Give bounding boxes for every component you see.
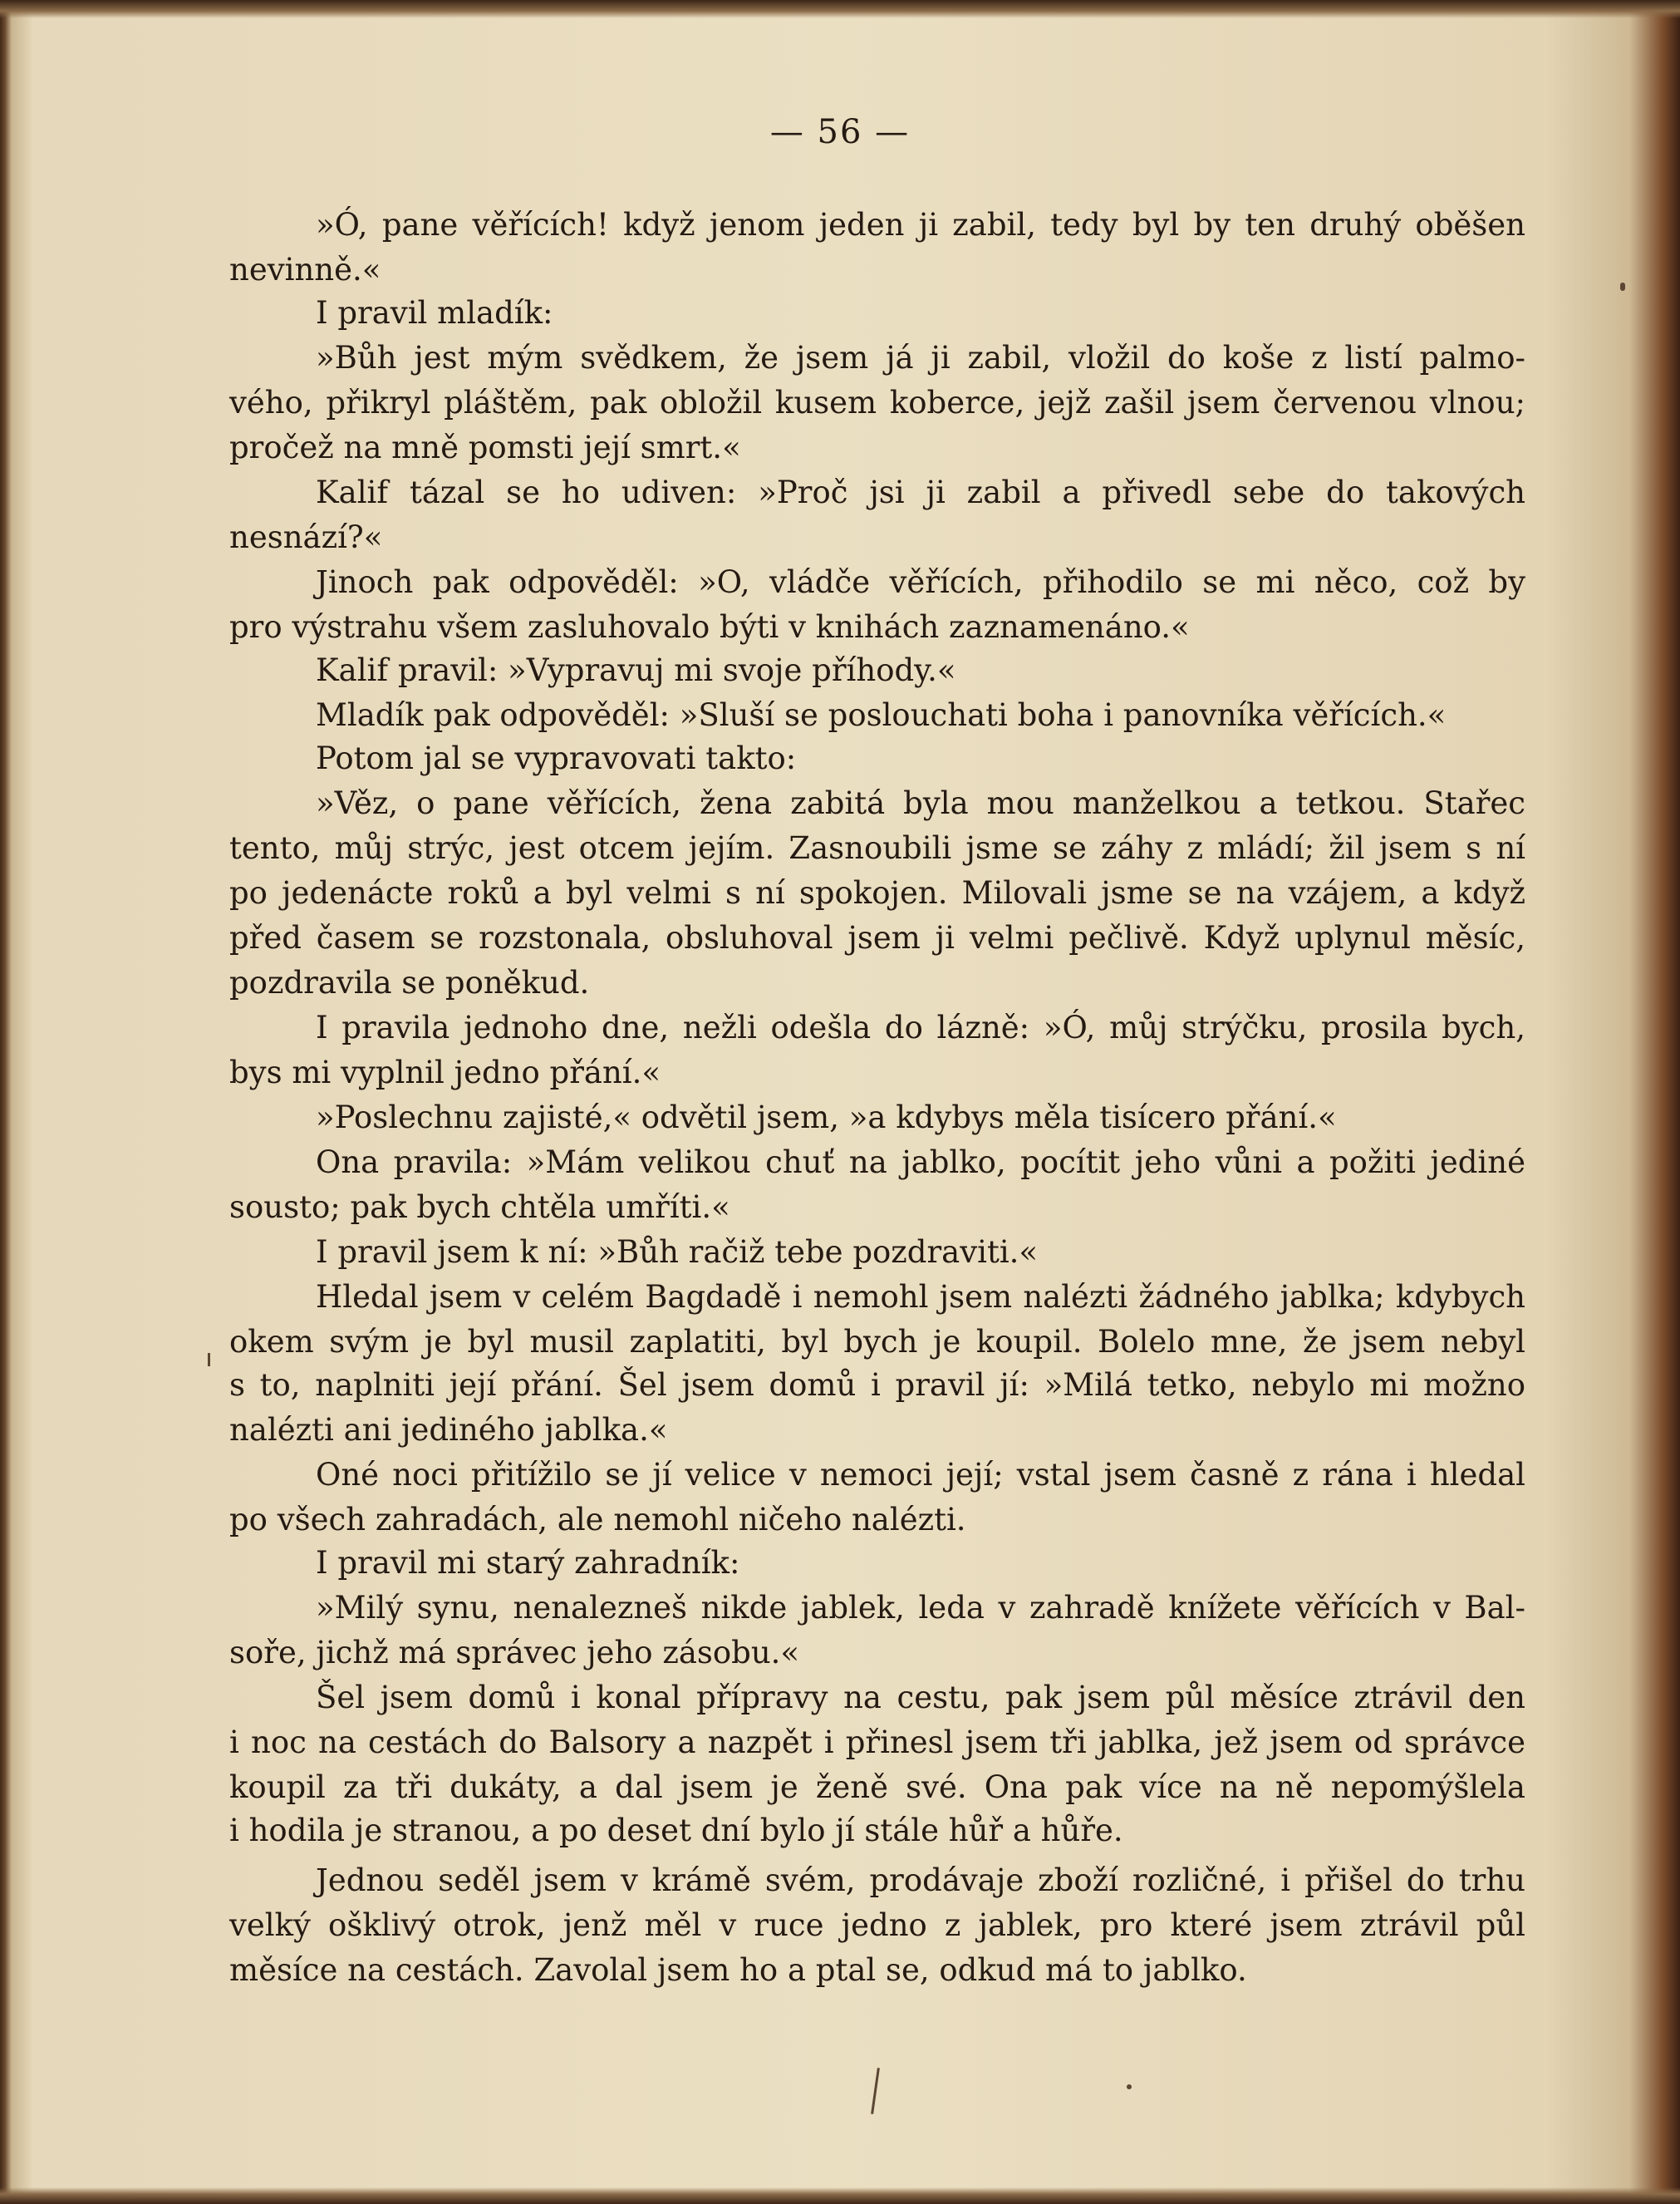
- text-line: nevinně.«: [229, 252, 381, 288]
- text-line: nalézti ani jediného jablka.«: [229, 1412, 668, 1448]
- text-line: vého, přikryl pláštěm, pak obložil kusem koberce, jejž zašil jsem červenou vlnou;: [229, 385, 1525, 421]
- text-line: I pravila jednoho dne, nežli odešla do lázně: »Ó, můj strýčku, prosila bych,: [316, 1010, 1525, 1045]
- text-line: velký ošklivý otrok, jenž měl v ruce jedno z jablek, pro které jsem ztrávil půl: [229, 1907, 1525, 1943]
- stray-ink-mark: [871, 2068, 880, 2114]
- text-line: Oné noci přitížilo se jí velice v nemoci její; vstal jsem časně z rána i hledal: [316, 1457, 1525, 1493]
- text-line: »Milý synu, nenalezneš nikde jablek, leda v zahradě knížete věřících v Bal-: [316, 1590, 1525, 1626]
- stray-ink-mark: [208, 1353, 210, 1366]
- text-line: Potom jal se vypravovati takto:: [316, 740, 797, 776]
- text-line: I pravil mi starý zahradník:: [316, 1545, 740, 1581]
- text-line: po jedenácte roků a byl velmi s ní spokojen. Milovali jsme se na vzájem, a když: [229, 875, 1525, 911]
- text-line: s to, naplniti její přání. Šel jsem domů i pravil jí: »Milá tetko, nebylo mi možno: [229, 1367, 1525, 1403]
- text-line: před časem se rozstonala, obsluhoval jsem ji velmi pečlivě. Když uplynul měsíc,: [229, 920, 1525, 956]
- text-line: Mladík pak odpověděl: »Sluší se poslouchati boha i panovníka věřících.«: [316, 697, 1447, 733]
- text-line: »Ó, pane věřících! když jenom jeden ji zabil, tedy byl by ten druhý oběšen: [316, 207, 1525, 243]
- page-number: — 56 —: [769, 113, 911, 151]
- text-line: nesnází?«: [229, 519, 383, 555]
- text-line: po všech zahradách, ale nemohl ničeho nalézti.: [229, 1502, 966, 1537]
- text-line: Kalif pravil: »Vypravuj mi svoje příhody.«: [316, 652, 956, 688]
- text-line: tento, můj strýc, jest otcem jejím. Zasnoubili jsme se záhy z mládí; žil jsem s ní: [229, 830, 1525, 866]
- text-line: pročež na mně pomsti její smrt.«: [229, 430, 741, 465]
- text-line: měsíce na cestách. Zavolal jsem ho a ptal se, odkud má to jablko.: [229, 1952, 1247, 1988]
- text-line: okem svým je byl musil zaplatiti, byl bych je koupil. Bolelo mne, že jsem nebyl: [229, 1324, 1525, 1360]
- text-line: sousto; pak bych chtěla umříti.«: [229, 1189, 730, 1225]
- stray-ink-dot: [1127, 2084, 1132, 2089]
- text-line: Ona pravila: »Mám velikou chuť na jablko, pocítit jeho vůni a požiti jediné: [316, 1144, 1525, 1180]
- text-line: Jinoch pak odpověděl: »O, vládče věřících, přihodilo se mi něco, což by: [316, 564, 1525, 600]
- text-line: Hledal jsem v celém Bagdadě i nemohl jsem nalézti žádného jablka; kdybych: [316, 1279, 1525, 1315]
- text-line: »Věz, o pane věřících, žena zabitá byla mou manželkou a tetkou. Stařec: [316, 785, 1525, 821]
- text-line: Šel jsem domů i konal přípravy na cestu, pak jsem půl měsíce ztrávil den: [316, 1680, 1525, 1715]
- text-line: soře, jichž má správec jeho zásobu.«: [229, 1635, 800, 1670]
- text-line: Jednou seděl jsem v krámě svém, prodávaje zboží rozličné, i přišel do trhu: [316, 1862, 1525, 1898]
- text-line: koupil za tři dukáty, a dal jsem je ženě své. Ona pak více na ně nepomýšlela: [229, 1769, 1525, 1805]
- text-line: pro výstrahu všem zasluhovalo býti v knihách zaznamenáno.«: [229, 609, 1190, 645]
- text-line: i noc na cestách do Balsory a nazpět i přinesl jsem tři jablka, jež jsem od správce: [229, 1724, 1525, 1760]
- text-line: I pravil mladík:: [316, 295, 553, 331]
- text-line: Kalif tázal se ho udiven: »Proč jsi ji zabil a přivedl sebe do takových: [316, 475, 1525, 510]
- text-line: »Poslechnu zajisté,« odvětil jsem, »a kdybys měla tisícero přání.«: [316, 1100, 1337, 1135]
- text-line: »Bůh jest mým svědkem, že jsem já ji zabil, vložil do koše z listí palmo-: [316, 340, 1525, 376]
- text-line: pozdravila se poněkud.: [229, 965, 590, 1001]
- stray-ink-dot: [1620, 283, 1625, 291]
- text-line: I pravil jsem k ní: »Bůh račiž tebe pozdraviti.«: [316, 1234, 1039, 1270]
- text-line: i hodila je stranou, a po deset dní bylo jí stále hůř a hůře.: [229, 1813, 1123, 1848]
- text-line: bys mi vyplnil jedno přání.«: [229, 1055, 661, 1090]
